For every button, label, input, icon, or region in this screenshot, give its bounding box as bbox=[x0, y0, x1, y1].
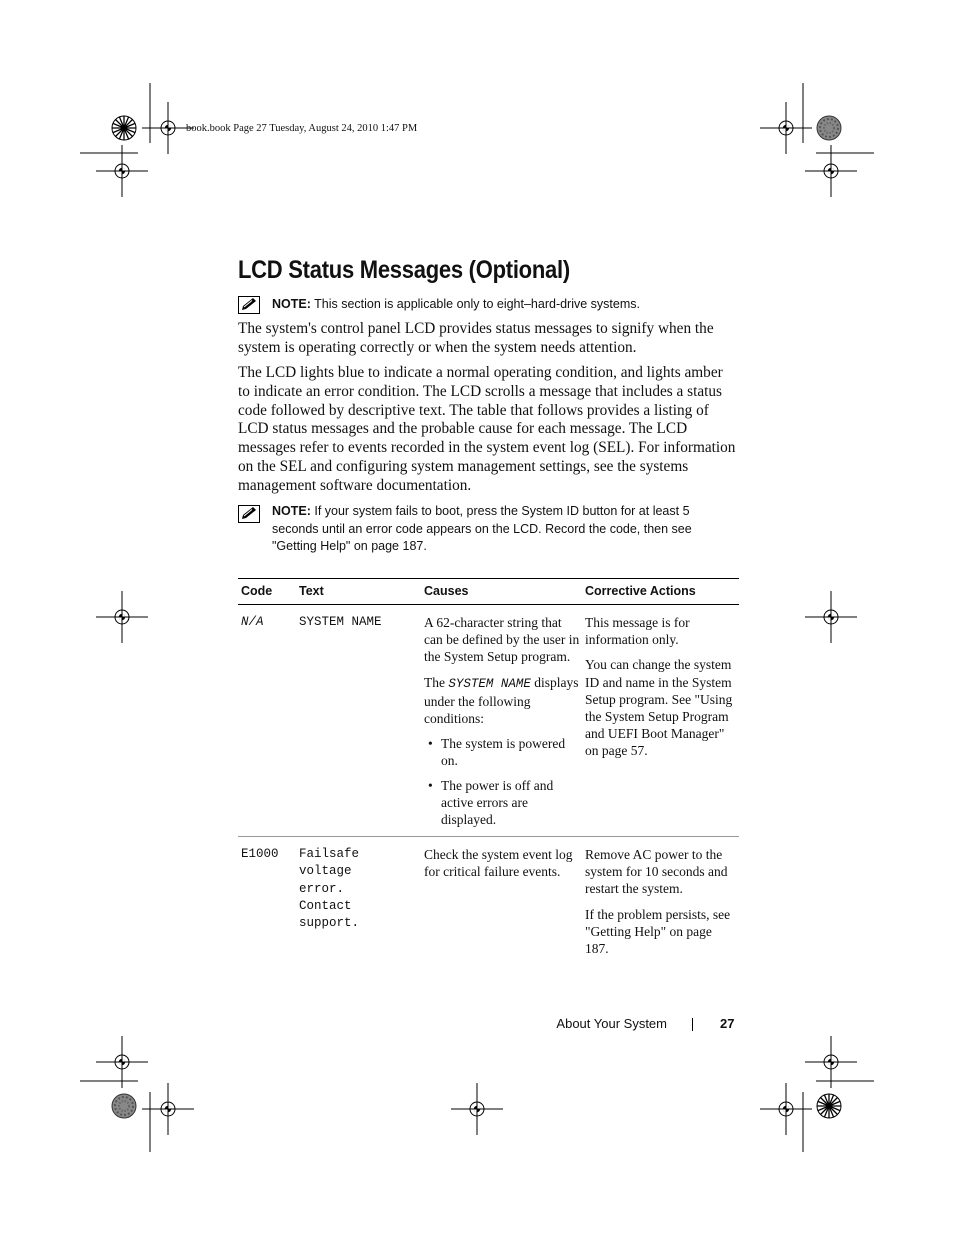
cell-causes bbox=[424, 614, 580, 835]
cause-paragraph: A 62-character string that can be defined by the user in the System Setup program. bbox=[424, 615, 580, 665]
footer-section-title: About Your System bbox=[556, 1016, 667, 1031]
list-item-text: The system is powered on. bbox=[441, 736, 566, 769]
note-body: This section is applicable only to eight–hard-drive systems. bbox=[310, 297, 640, 311]
cell-actions bbox=[585, 846, 737, 965]
table-row bbox=[238, 605, 739, 837]
action-paragraph: Remove AC power to the system for 10 seconds and restart the system. bbox=[585, 847, 728, 897]
cell-code: E1000 bbox=[241, 847, 279, 861]
cell-actions bbox=[585, 614, 737, 768]
action-paragraph: If the problem persists, see "Getting Help" on page 187. bbox=[585, 906, 731, 957]
pencil-note-icon bbox=[238, 505, 260, 523]
cause-text: displays under the following conditions: bbox=[424, 674, 579, 727]
body-paragraph: The LCD lights blue to indicate a normal operating condition, and lights amber to indicate an error condition. The LCD scrolls a message that includes a status code followed by descriptive text. The table that follows provides a listing of LCD status messages and the probable cause for each message. The LCD messages refer to events recorded in the system event log (SEL). For information on the SEL and configuring system management settings, see the systems management software documentation. bbox=[238, 364, 736, 494]
column-header-actions: Corrective Actions bbox=[585, 584, 696, 598]
note-box bbox=[238, 296, 738, 316]
print-header-stamp: book.book Page 27 Tuesday, August 24, 2010 1:47 PM bbox=[186, 123, 418, 134]
cause-code-text: SYSTEM NAME bbox=[448, 676, 531, 691]
table-row bbox=[238, 837, 739, 962]
lcd-status-table bbox=[238, 578, 739, 962]
column-header-causes: Causes bbox=[424, 584, 469, 598]
column-header-code: Code bbox=[241, 584, 273, 598]
body-paragraph: The system's control panel LCD provides status messages to signify when the system is operating correctly or when the system needs attention. bbox=[238, 320, 714, 356]
page-number: 27 bbox=[720, 1016, 735, 1031]
column-header-text: Text bbox=[299, 584, 324, 598]
page-title: LCD Status Messages (Optional) bbox=[238, 256, 570, 284]
list-item-text: The power is off and active errors are displayed. bbox=[441, 777, 554, 828]
action-paragraph: This message is for information only. bbox=[585, 615, 690, 648]
cell-text: SYSTEM NAME bbox=[299, 615, 382, 629]
cell-causes bbox=[424, 846, 580, 888]
note-body: If your system fails to boot, press the System ID button for at least 5 seconds until an error code appears on the LCD. Record the code, then see "Getting Help" on page 187. bbox=[272, 504, 692, 553]
cell-code: N/A bbox=[241, 615, 264, 629]
note-label: NOTE: bbox=[272, 297, 311, 311]
condition-list bbox=[424, 735, 580, 828]
action-paragraph: You can change the system ID and name in the System Setup program. See "Using the System Setup Program and UEFI Boot Manager" on page 57. bbox=[585, 657, 733, 759]
cause-paragraph bbox=[424, 674, 580, 728]
note-text bbox=[272, 503, 738, 556]
cell-text: Failsafe voltage error. Contact support. bbox=[299, 847, 360, 931]
list-item: • The power is off and active errors are displayed. bbox=[428, 777, 554, 828]
note-text bbox=[272, 296, 738, 314]
list-item: • The system is powered on. bbox=[428, 736, 566, 769]
note-box bbox=[238, 503, 738, 559]
cause-text: The bbox=[424, 674, 449, 690]
pencil-note-icon bbox=[238, 296, 260, 314]
table-header-row bbox=[238, 578, 739, 605]
cause-paragraph: Check the system event log for critical failure events. bbox=[424, 847, 573, 880]
footer-divider bbox=[692, 1018, 693, 1031]
note-label: NOTE: bbox=[272, 504, 311, 518]
